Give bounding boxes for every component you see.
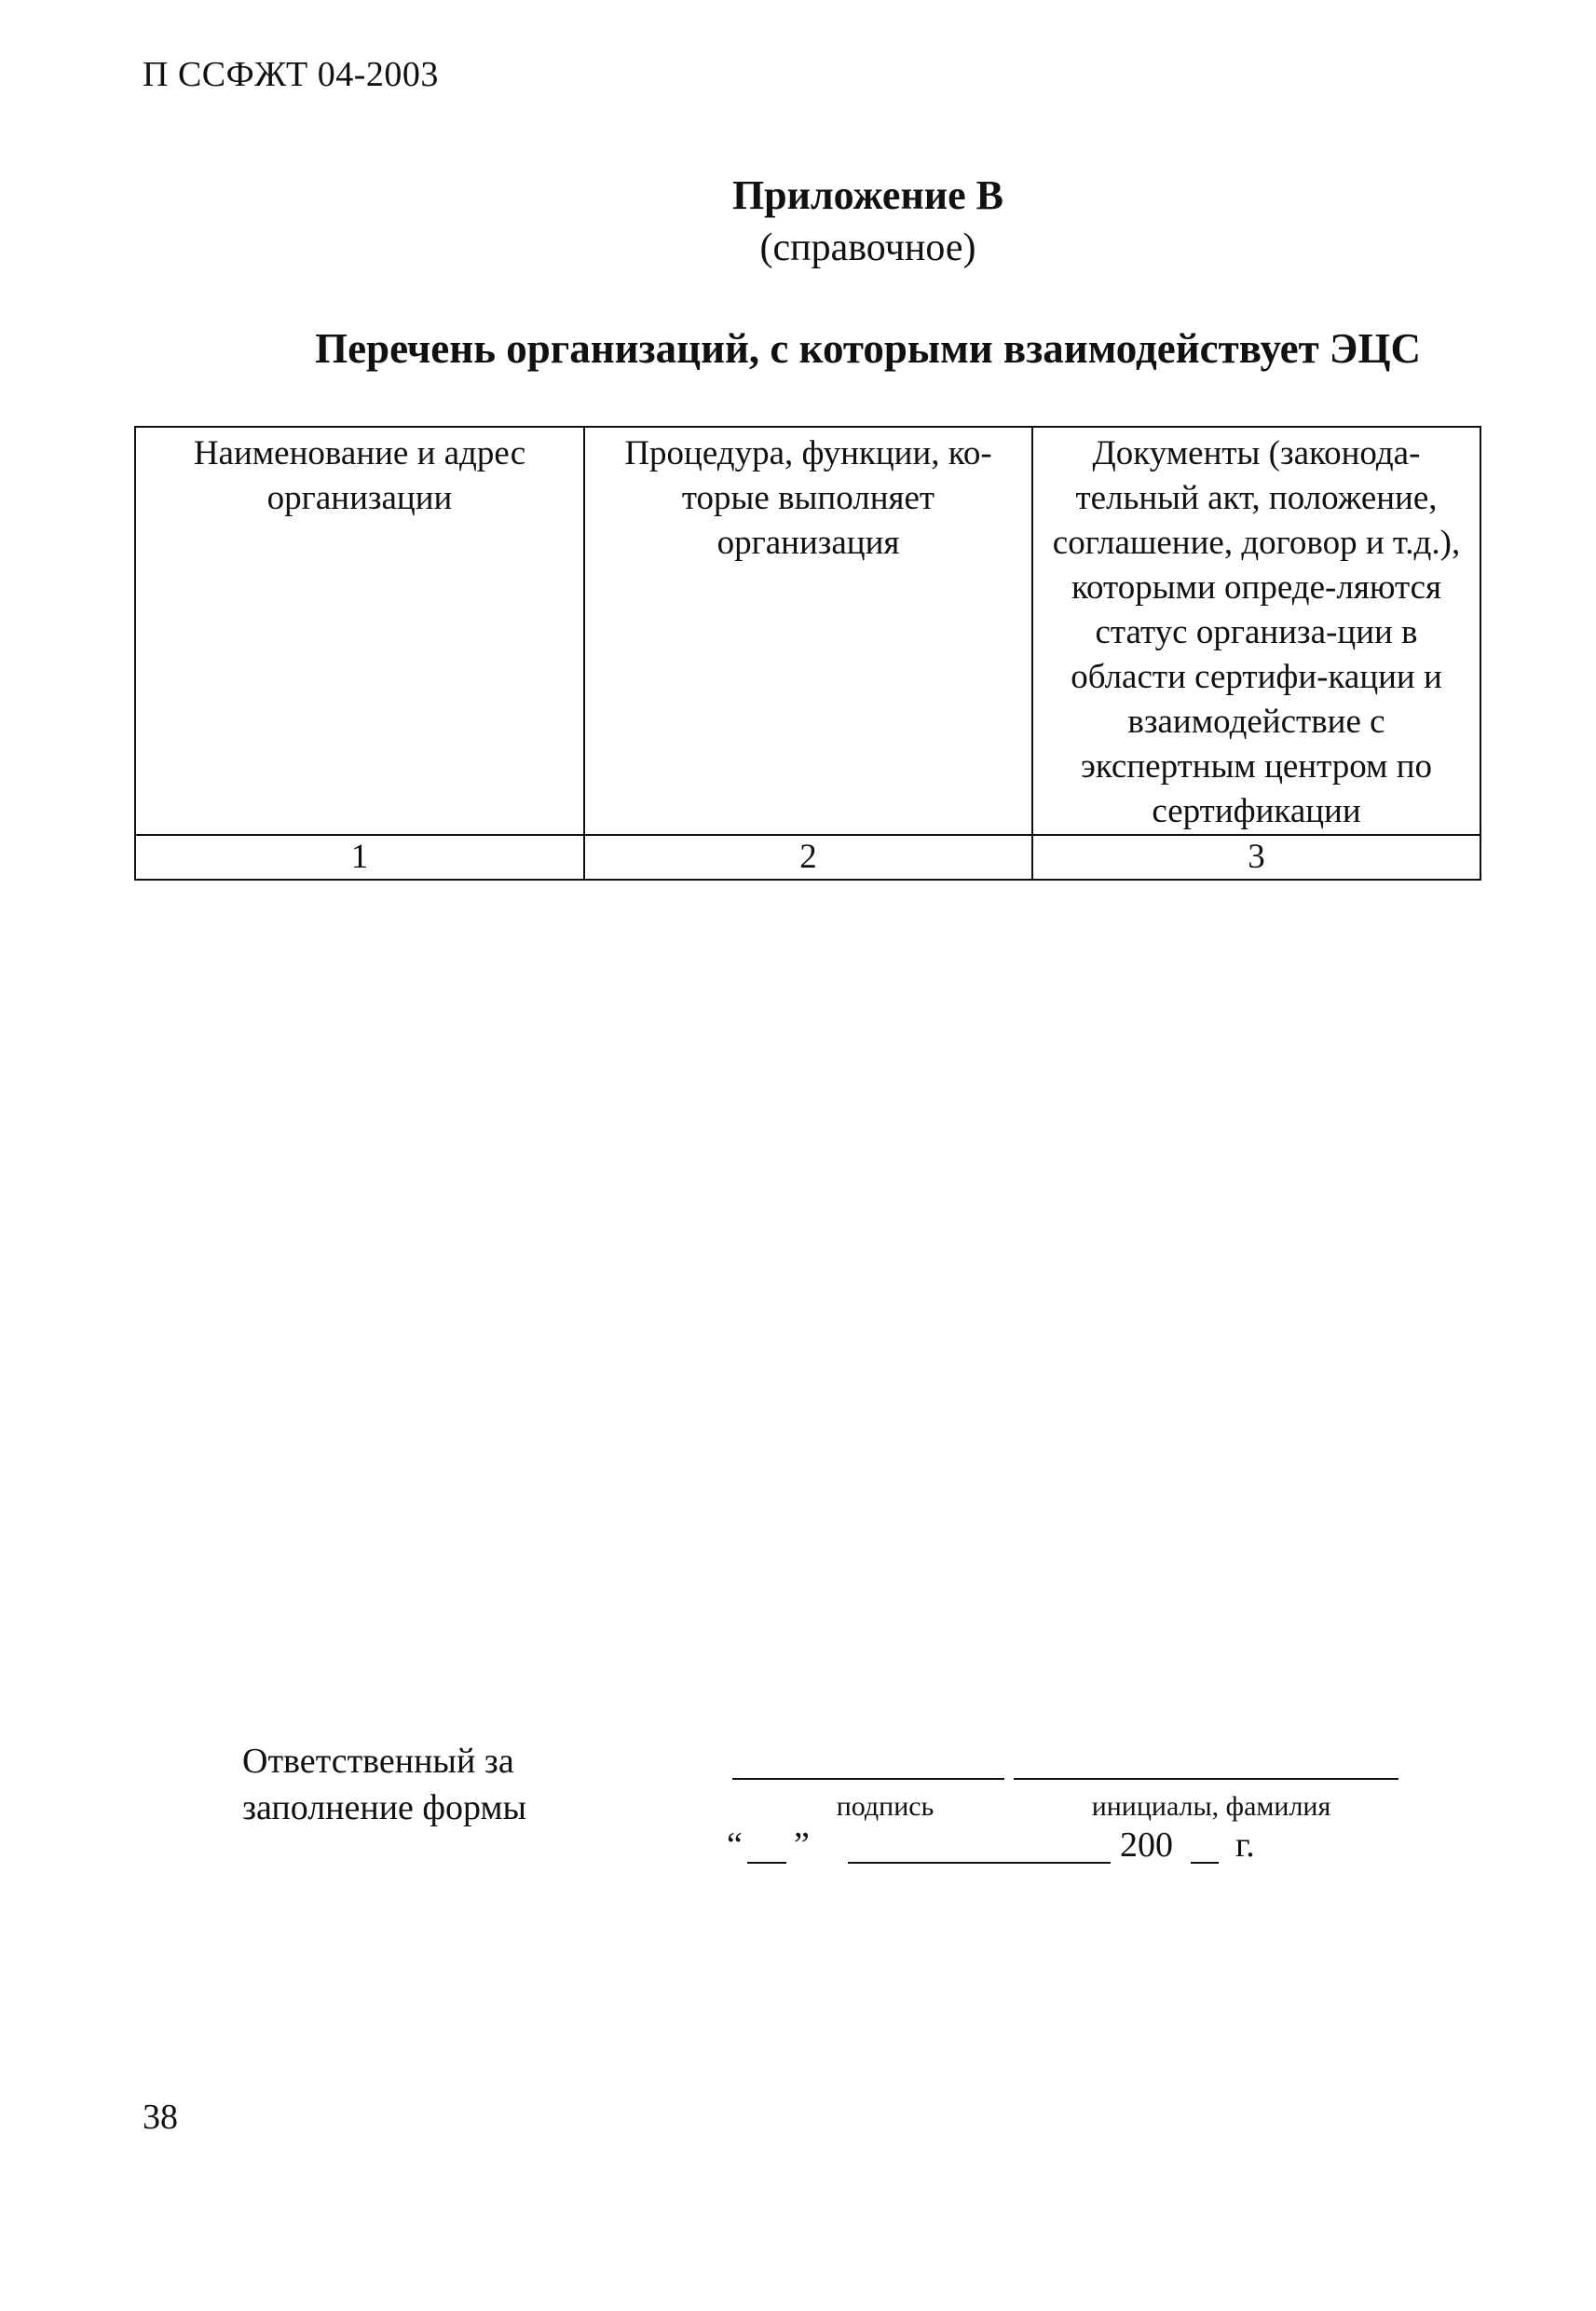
column-number-2: 2 [584, 835, 1032, 880]
year-prefix: 200 [1120, 1826, 1173, 1865]
table-number-row [135, 835, 1480, 880]
month-line [848, 1862, 1111, 1864]
quote-open: “ [727, 1826, 743, 1865]
responsible-label: Ответственный за заполнение формы [242, 1742, 527, 1827]
column-header-documents: Документы (законода-тельный акт, положение, соглашение, договор и т.д.), которыми опреде-ляются статус организа-ции в области сертифи-кации и взаимодействие с экспертным центром по сертификации [1032, 427, 1480, 835]
appendix-subtitle: (справочное) [759, 226, 976, 269]
year-suffix: г. [1235, 1826, 1255, 1865]
column-number-1: 1 [135, 835, 584, 880]
name-caption: инициалы, фамилия [1091, 1791, 1331, 1822]
day-line [747, 1862, 786, 1864]
appendix-title: Приложение В [731, 172, 1004, 218]
year-line [1191, 1862, 1219, 1864]
name-line [1014, 1778, 1398, 1780]
column-number-3: 3 [1032, 835, 1480, 880]
organizations-table [134, 426, 1481, 881]
date-row [727, 1825, 1379, 1871]
page-number: 38 [143, 2098, 178, 2137]
signature-caption: подпись [836, 1791, 934, 1822]
quote-close: ” [794, 1826, 810, 1865]
column-header-procedure: Процедура, функции, ко-торые выполняет организация [584, 427, 1032, 835]
list-title: Перечень организаций, с которыми взаимодействует ЭЦС [315, 325, 1421, 372]
table-header-row [135, 427, 1480, 835]
signature-line [732, 1778, 1004, 1780]
document-code: П ССФЖТ 04-2003 [143, 55, 439, 94]
column-header-name-address: Наименование и адрес организации [135, 427, 584, 835]
